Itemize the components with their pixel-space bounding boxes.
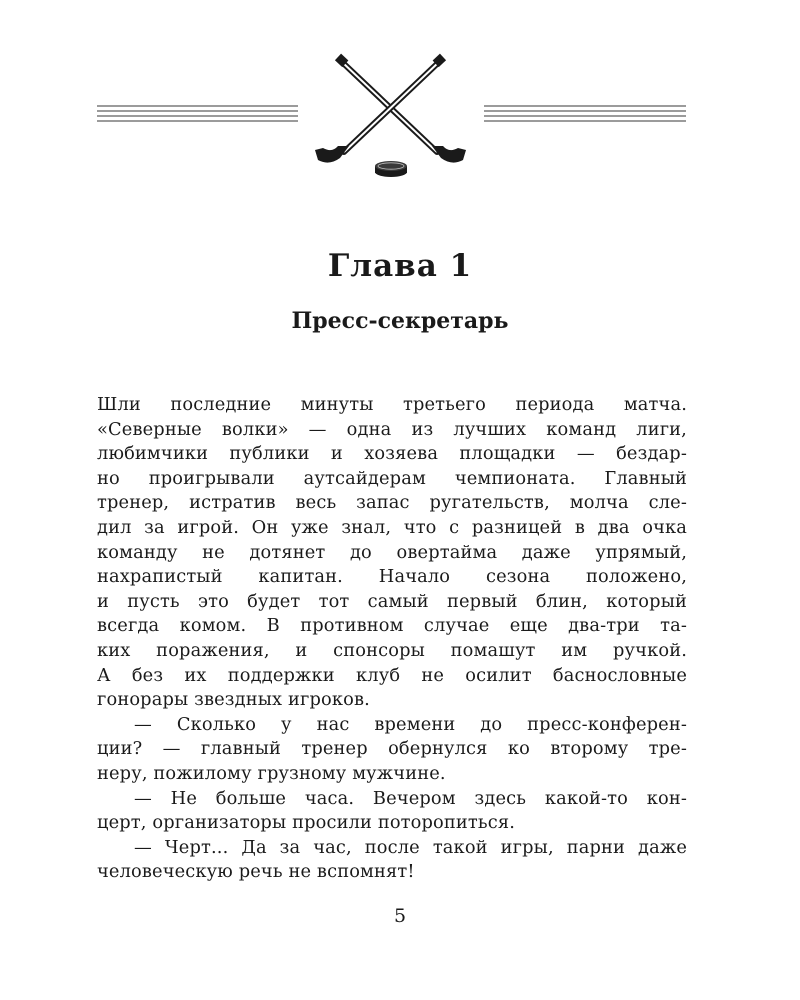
hockey-stick-right-icon: [315, 54, 446, 163]
text-line: тренер, истратив весь запас ругательств, молча сле-: [97, 492, 687, 514]
text-line: гонорары звездных игроков.: [97, 689, 370, 711]
chapter-heading: Глава 1: [327, 248, 473, 284]
text-line: дил за игрой. Он уже знал, что с разницей в два очка: [97, 516, 687, 538]
text-line: всегда комом. В противном случае еще два-три та-: [97, 615, 687, 637]
text-line: но проигрывали аутсайдерам чемпионата. Главный: [97, 467, 687, 489]
hockey-stick-left-icon: [335, 54, 466, 163]
text-line: человеческую речь не вспомнят!: [97, 861, 415, 883]
text-line: «Северные волки» — одна из лучших команд лиги,: [97, 418, 687, 440]
text-line: Шли последние минуты третьего периода матча.: [97, 394, 687, 415]
right-rule-lines: [484, 106, 686, 121]
text-line: любимчики публики и хозяева площадки — бездар-: [97, 443, 687, 465]
hockey-puck-icon: [375, 161, 407, 177]
chapter-body-text: [97, 393, 687, 885]
text-line: команду не дотянет до овертайма даже упрямый,: [97, 541, 687, 563]
text-line: ции? — главный тренер обернулся ко второму тре-: [97, 738, 687, 760]
left-rule-lines: [97, 106, 298, 121]
crossed-hockey-sticks-icon: [315, 54, 466, 177]
text-line: нахрапистый капитан. Начало сезона положено,: [97, 566, 687, 588]
text-line: и пусть это будет тот самый первый блин, который: [97, 590, 687, 612]
dialogue-line: — Не больше часа. Вечером здесь какой-то кон-: [134, 787, 687, 809]
text-line: церт, организаторы просили поторопиться.: [97, 812, 515, 834]
chapter-ornament: [0, 50, 800, 190]
text-line: неру, пожилому грузному мужчине.: [97, 762, 446, 784]
page-number: 5: [393, 905, 407, 927]
text-line: А без их поддержки клуб не осилит баснословные: [97, 664, 687, 686]
text-line: ких поражения, и спонсоры помашут им ручкой.: [97, 639, 687, 661]
dialogue-line: — Сколько у нас времени до пресс-конферен-: [134, 713, 687, 735]
chapter-subtitle: Пресс-секретарь: [291, 308, 509, 334]
dialogue-line: — Черт... Да за час, после такой игры, парни даже: [134, 836, 687, 858]
